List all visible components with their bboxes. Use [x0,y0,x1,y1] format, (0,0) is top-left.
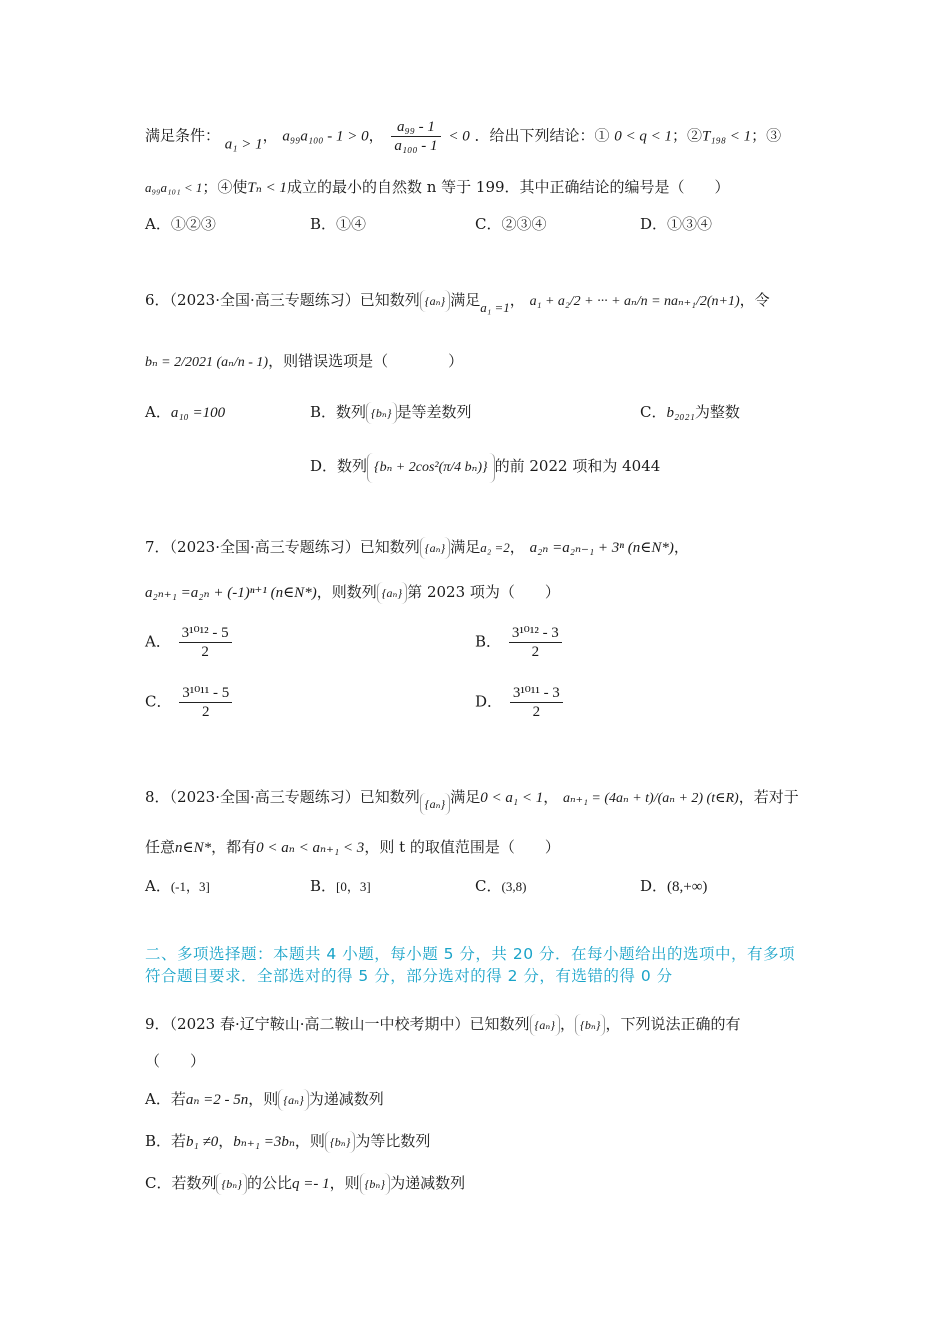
q9-option-c-label: C．若数列 [145,1174,217,1192]
section-2-heading: 二、多项选择题：本题共 4 小题，每小题 5 分，共 20 分．在每小题给出的选项中，有多项符合题目要求．全部选对的得 5 分，部分选对的得 2 分，有选错的得 0 分 [145,945,796,985]
q5-conclusion-4-label: ；④使 [202,178,248,196]
q6-cond-sum: a₁ + a₂/2 + ··· + aₙ/n = naₙ₊₁/2(n+1) [529,294,740,309]
q8-condition-label: 满足 [450,788,481,806]
q8-option-b [310,875,371,898]
q8-option-c-label: C． [475,877,502,895]
q8-option-d [640,875,707,898]
q8-source: （2023·全国·高三专题练习）已知数列 [169,788,420,806]
q8-option-a-value: (-1，3] [170,879,210,894]
q6-option-c-label: C． [640,403,667,421]
q7-option-d-label: D． [475,692,503,711]
q6-option-a-math: a₁₀ =100 [170,405,226,421]
q5-option-a: A．①②③ [145,215,216,233]
q8-option-b-value: [0，3] [336,879,371,894]
q6-sequence: {aₙ} [420,290,450,312]
q7-question-text: 第 2023 项为（ ） [407,583,560,601]
q9-option-a-text: 为递减数列 [308,1090,384,1108]
q7-option-d-fraction [510,684,563,721]
q9-option-b: B．若b₁ ≠0，bₙ₊₁ =3bₙ，则 {bₙ} 为等比数列 [145,1130,430,1153]
q6-option-d [310,453,660,483]
q9-option-b-text: 为等比数列 [355,1132,431,1150]
q5-prefix: 满足条件： [145,126,221,145]
q9-option-b-cond2: bₙ₊₁ =3bₙ [233,1134,295,1150]
q9-option-c-sequence: {bₙ} [216,1173,246,1195]
q5-conclusion-1: 0 < q < 1 [614,128,673,145]
q7-sequence-ref: {aₙ} [377,582,407,604]
q5-conclusion-2-label: ；② [672,126,703,145]
q6-option-b-sequence: {bₙ} [366,402,396,424]
q7-condition-label: 满足 [450,538,481,556]
q9-option-c [145,1172,465,1195]
q7-option-b-denominator: 2 [531,644,540,660]
q5-conclusion-3: a₉₉a₁₀₁ < 1 [145,180,203,195]
q7-cond-a2: a₂ =2 [480,540,510,555]
q8-number: 8． [145,788,170,806]
q9-option-a-label: A．若 [145,1090,186,1108]
q5-line-1: 满足条件： a₁ > 1， a₉₉a₁₀₀ - 1 > 0， $\frac{\text{a₉₉ - 1}}{\text{a₁₀₀ - 1}}$ < 0 ．给出下列结论：① 0 < q < 1；②T₁₉₈ < 1；③ [145,119,782,154]
q8-option-c-value: (3,8) [501,879,527,894]
q8-option-d-value: (8,+∞) [667,879,708,895]
q7-option-b [475,624,565,661]
q6-source: （2023·全国·高三专题练习）已知数列 [169,291,420,309]
q7-option-a-fraction [179,624,232,661]
q7-option-b-fraction [509,624,562,661]
q7-option-d-numerator: 3¹⁰¹¹ - 3 [510,684,563,703]
q5-conclusion-3-label: ；③ [751,126,782,145]
q6-bn-definition: bₙ = 2/2021 (aₙ/n - 1) [145,355,269,370]
q7-option-c [145,684,235,721]
q5-conclusion-4: Tₙ < 1 [247,180,287,196]
q9-option-b-label: B．若 [145,1132,187,1150]
q7-option-b-label: B． [475,632,502,651]
q7-option-c-numerator: 3¹⁰¹¹ - 5 [179,684,232,703]
q8-option-a-label: A． [145,877,171,895]
q8-inequality: 0 < aₙ < aₙ₊₁ < 3 [256,840,365,856]
q9-answer-paren: （ ） [145,1052,206,1070]
q7-option-c-fraction [179,684,232,721]
q7-option-b-numerator: 3¹⁰¹² - 3 [509,624,562,643]
q5-conclusions-intro: ．给出下列结论：① [474,126,610,145]
q5-option-c: C．②③④ [475,215,547,233]
q5-conclusion-2: T₁₉₈ < 1 [702,128,752,145]
q6-option-a-label: A． [145,403,171,421]
q9-option-b-cond1: b₁ ≠0 [186,1134,219,1150]
q8-question-text: ，则 t 的取值范围是（ ） [364,838,560,856]
q6-number: 6． [145,291,170,309]
q9-number: 9． [145,1015,170,1033]
q9-option-a [145,1088,384,1111]
q6-option-b-text: 是等差数列 [396,403,472,421]
q9-source: （2023 春·辽宁鞍山·高二鞍山一中校考期中）已知数列 [169,1015,530,1033]
q8-line2-prefix: 任意 [145,838,176,856]
q9-option-c-mid2: ，则 [329,1174,360,1192]
q7-cond-odd: a₂ₙ₊₁ =a₂ₙ + (-1)ⁿ⁺¹ (n∈N*) [145,585,317,601]
q5-cond-product: a₉₉a₁₀₀ - 1 > 0 [282,128,369,145]
q8-n-domain: n∈N* [175,840,212,856]
q6-option-a [145,401,225,424]
q8-line2-mid: ，都有 [211,838,257,856]
q8-cond-a1: 0 < a₁ < 1 [480,790,544,806]
q6-condition-label: 满足 [450,291,481,309]
q7-option-c-denominator: 2 [202,704,210,720]
q7-option-d [475,684,566,721]
q6-tail: ，令 [739,291,770,309]
q6-option-c [640,401,740,424]
q9-option-c-sequence-2: {bₙ} [360,1173,390,1195]
q8-option-c [475,875,526,898]
q5-option-d: D．①③④ [640,215,713,233]
q9-sequence-b: {bₙ} [575,1014,605,1036]
q7-option-a-denominator: 2 [201,644,209,660]
q6-line-2 [145,350,463,374]
q9-option-a-mid: ，则 [248,1090,279,1108]
q8-tail: ，若对于 [738,788,799,806]
q9-line-1 [145,1013,741,1036]
q5-option-b: B．①④ [310,215,367,233]
q9-question-text: ，下列说法正确的有 [605,1015,741,1033]
q5-fraction-numerator: a₉₉ - 1 [391,118,440,137]
q7-line-1: 7．（2023·全国·高三专题练习）已知数列 {aₙ} 满足a₂ =2， a₂ₙ =a₂ₙ₋₁ + 3ⁿ (n∈N*)， [145,536,689,559]
q7-source: （2023·全国·高三专题练习）已知数列 [169,538,420,556]
q8-line-2 [145,836,560,859]
q8-option-d-label: D． [640,877,668,895]
q7-option-a-numerator: 3¹⁰¹² - 5 [179,624,232,643]
q5-fraction-relation: < 0 [448,128,470,145]
q7-option-d-denominator: 2 [532,704,541,720]
q6-option-d-text: 的前 2022 项和为 4044 [494,457,661,475]
q9-option-a-math: aₙ =2 - 5n [185,1092,249,1108]
q9-option-c-text: 为递减数列 [390,1174,466,1192]
q6-option-b-label: B．数列 [310,403,367,421]
q7-number: 7． [145,538,170,556]
q9-sequence-a: {aₙ} [530,1014,560,1036]
q9-option-c-math: q =- 1 [291,1176,330,1192]
q7-option-c-label: C． [145,692,172,711]
q8-option-a [145,875,210,898]
q6-option-b [310,401,472,424]
q9-option-b-sequence: {bₙ} [325,1131,355,1153]
q6-option-c-math: b₂₀₂₁ [666,405,695,421]
q8-sequence: {aₙ} [420,793,450,815]
q6-line-1: 6．（2023·全国·高三专题练习）已知数列 {aₙ} 满足a₁ =1， a₁ + a₂/2 + ··· + aₙ/n = naₙ₊₁/2(n+1)，令 [145,291,770,315]
q7-cond-even: a₂ₙ =a₂ₙ₋₁ + 3ⁿ (n∈N*) [529,540,674,556]
q9-option-c-mid: 的公比 [246,1174,292,1192]
q6-option-d-label: D．数列 [310,457,368,475]
q5-cond-fraction [391,118,440,155]
q5-fraction-denominator: a₁₀₀ - 1 [394,138,438,154]
q9-separator: ， [560,1015,576,1033]
q8-cond-recurrence: aₙ₊₁ = (4aₙ + t)/(aₙ + 2) (t∈R) [563,791,739,806]
q8-option-b-label: B． [310,877,337,895]
q5-cond-a1: a₁ > 1 [224,136,263,153]
q9-option-b-mid: ，则 [294,1132,325,1150]
q7-sequence: {aₙ} [420,537,450,559]
q6-cond-a1: a₁ =1 [480,300,510,315]
q7-ask-prefix: ，则数列 [316,583,377,601]
q8-line-1: 8．（2023·全国·高三专题练习）已知数列 {aₙ} 满足0 < a₁ < 1， aₙ₊₁ = (4aₙ + t)/(aₙ + 2) (t∈R)，若对于 [145,786,799,815]
q6-option-d-math: {bₙ + 2cos²(π/4 bₙ)} [367,453,495,483]
q6-question-text: ，则错误选项是（ ） [268,352,464,370]
q9-option-a-sequence: {aₙ} [278,1089,308,1111]
q7-option-a [145,624,235,661]
q7-option-a-label: A． [145,632,171,651]
q5-line-2 [145,176,730,199]
q5-question-text: 成立的最小的自然数 n 等于 199．其中正确结论的编号是（ ） [286,178,730,196]
q6-option-c-text: 为整数 [694,403,740,421]
q7-line-2 [145,581,560,604]
